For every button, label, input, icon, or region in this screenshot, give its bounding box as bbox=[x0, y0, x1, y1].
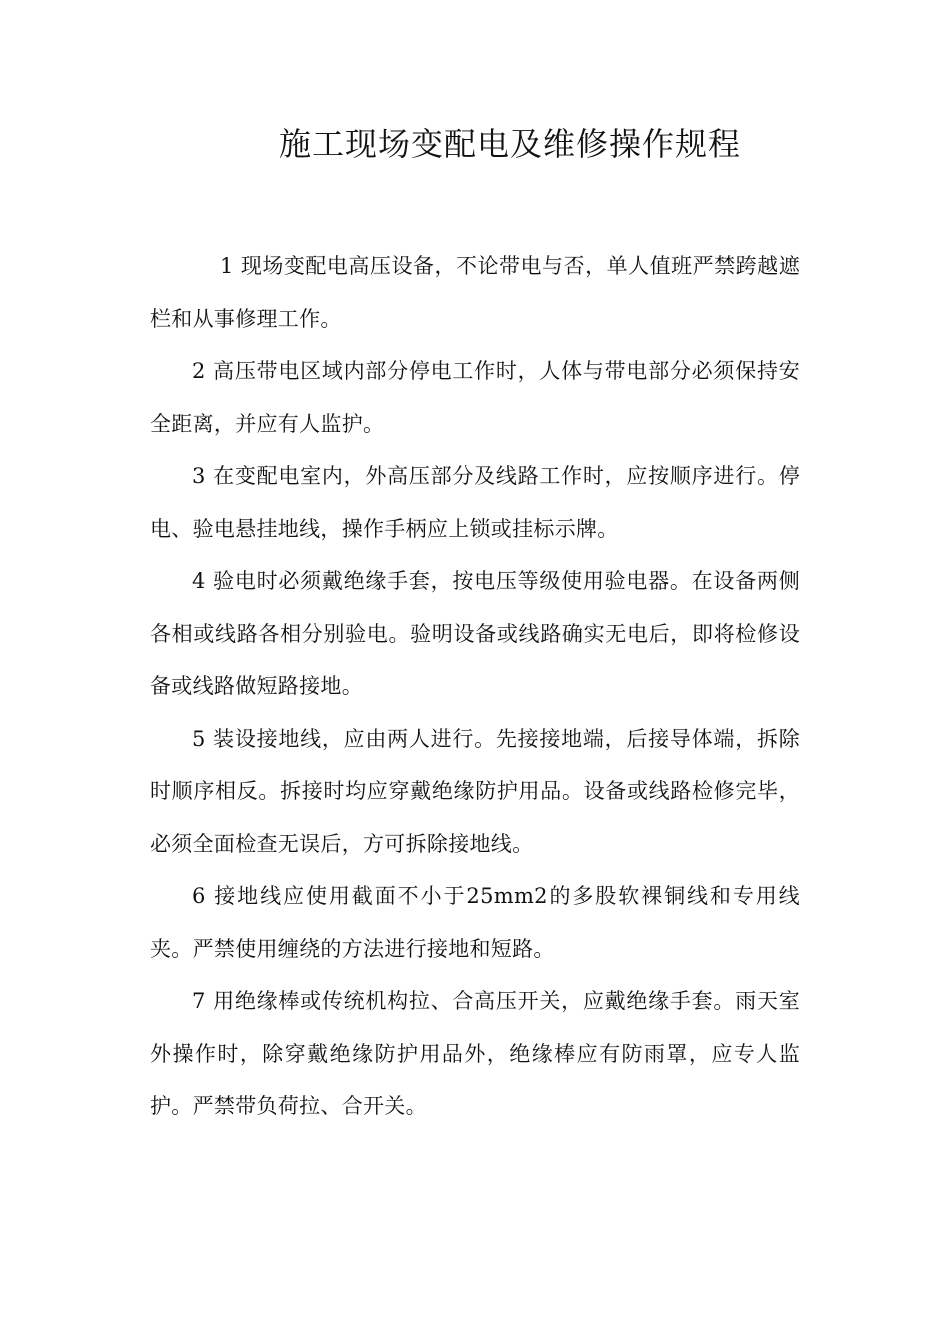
paragraph-4: 4 验电时必须戴绝缘手套，按电压等级使用验电器。在设备两侧各相或线路各相分别验电。验明设备或线路确实无电后，即将检修设备或线路做短路接地。 bbox=[150, 569, 800, 698]
paragraph-3: 3 在变配电室内，外高压部分及线路工作时，应按顺序进行。停电、验电悬挂地线，操作手柄应上锁或挂标示牌。 bbox=[150, 464, 800, 541]
document-body bbox=[150, 240, 800, 1133]
paragraph-1: 1 现场变配电高压设备，不论带电与否，单人值班严禁跨越遮栏和从事修理工作。 bbox=[150, 254, 800, 331]
document-title: 施工现场变配电及维修操作规程 bbox=[278, 125, 741, 163]
paragraph-2: 2 高压带电区域内部分停电工作时，人体与带电部分必须保持安全距离，并应有人监护。 bbox=[150, 359, 800, 436]
paragraph-5: 5 装设接地线，应由两人进行。先接接地端，后接导体端，拆除时顺序相反。拆接时均应穿戴绝缘防护用品。设备或线路检修完毕，必须全面检查无误后，方可拆除接地线。 bbox=[150, 726, 800, 856]
paragraph-7: 7 用绝缘棒或传统机构拉、合高压开关，应戴绝缘手套。雨天室外操作时，除穿戴绝缘防护用品外，绝缘棒应有防雨罩，应专人监护。严禁带负荷拉、合开关。 bbox=[150, 989, 800, 1118]
paragraph-6: 6 接地线应使用截面不小于25mm2的多股软裸铜线和专用线夹。严禁使用缠绕的方法进行接地和短路。 bbox=[150, 884, 800, 961]
